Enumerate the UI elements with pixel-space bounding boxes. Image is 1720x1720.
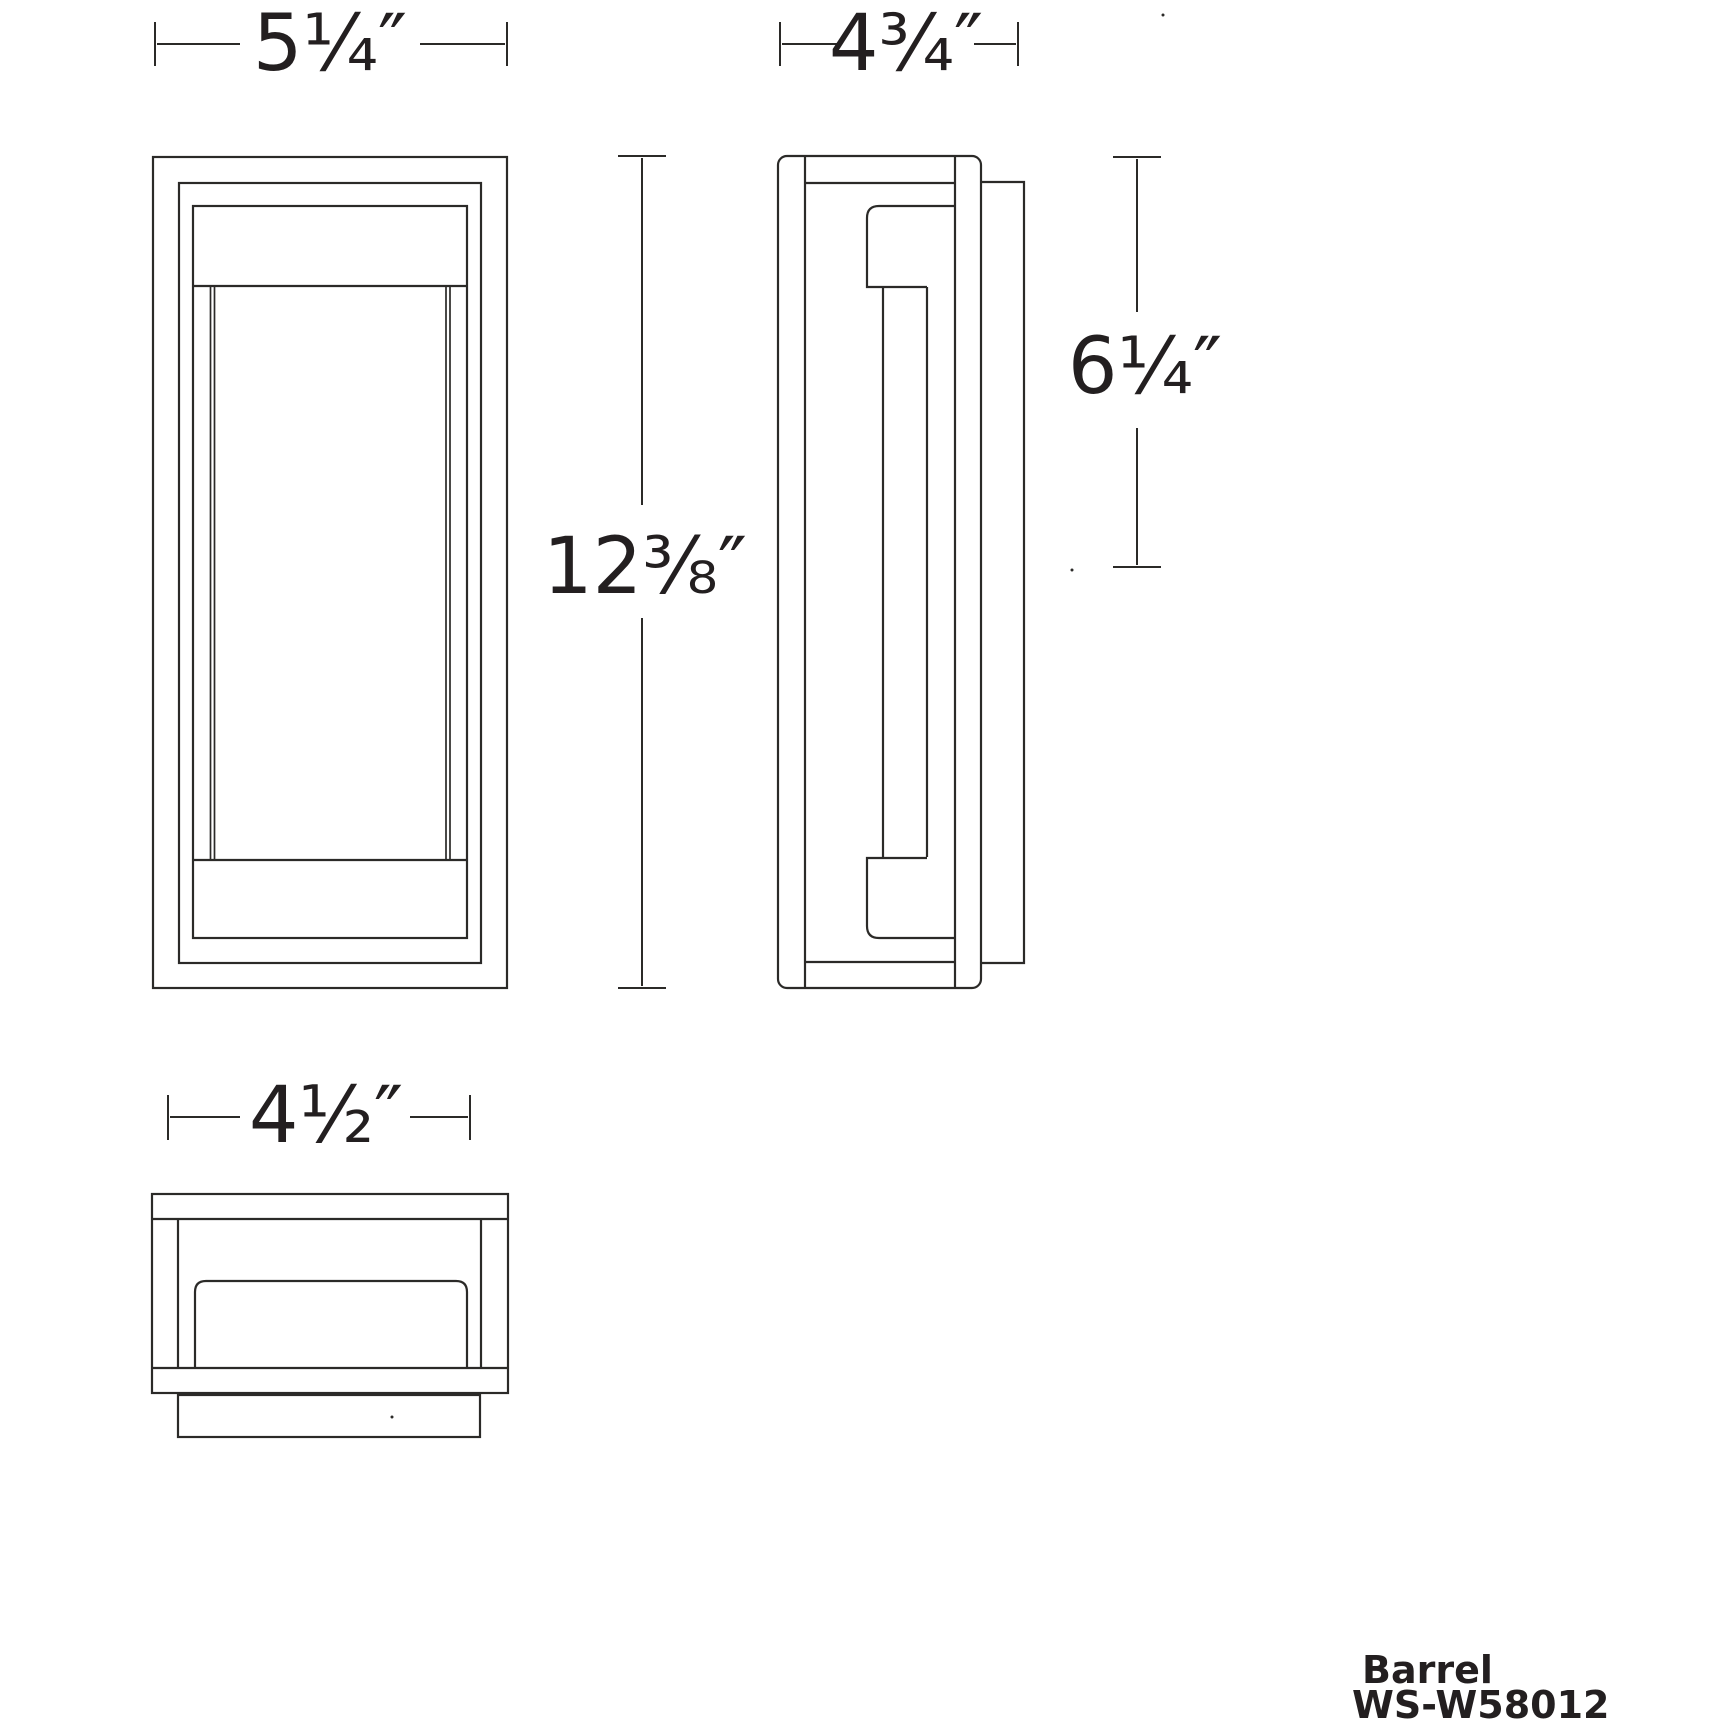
artifact-dot: [1162, 14, 1165, 17]
product-name: Barrel: [1362, 1648, 1493, 1692]
dim-side-depth: [780, 0, 1018, 89]
side-view: [778, 156, 1024, 988]
side-bottom-bracket: [867, 858, 954, 938]
dim-side-bracket-height: [1068, 157, 1222, 567]
bottom-outer-frame: [152, 1194, 508, 1393]
bottom-view: [152, 1194, 508, 1437]
dim-overall-height-label: 12⅜″: [543, 522, 747, 612]
model-number: WS-W58012: [1352, 1683, 1610, 1720]
artifact-dot: [391, 1416, 394, 1419]
bottom-glass-panel: [195, 1281, 467, 1368]
bottom-wall-backplate: [178, 1395, 480, 1437]
dim-side-depth-label: 4¾″: [828, 0, 984, 89]
dim-backplate-width-label: 4½″: [248, 1071, 404, 1161]
dim-front-width: [155, 0, 507, 89]
side-top-bracket: [867, 206, 954, 287]
front-view: [153, 157, 507, 988]
side-wall-backplate: [981, 182, 1024, 963]
dim-overall-height: [543, 156, 747, 988]
title-block: [1352, 1648, 1609, 1720]
front-mid-frame: [179, 183, 481, 963]
front-outer-frame: [153, 157, 507, 988]
dim-front-width-label: 5¼″: [252, 0, 408, 89]
dim-backplate-width: [168, 1071, 470, 1161]
front-inner-body: [193, 206, 467, 938]
dim-side-bracket-label: 6¼″: [1067, 322, 1223, 412]
artifact-dot: [1071, 569, 1074, 572]
side-outer-frame: [778, 156, 981, 988]
